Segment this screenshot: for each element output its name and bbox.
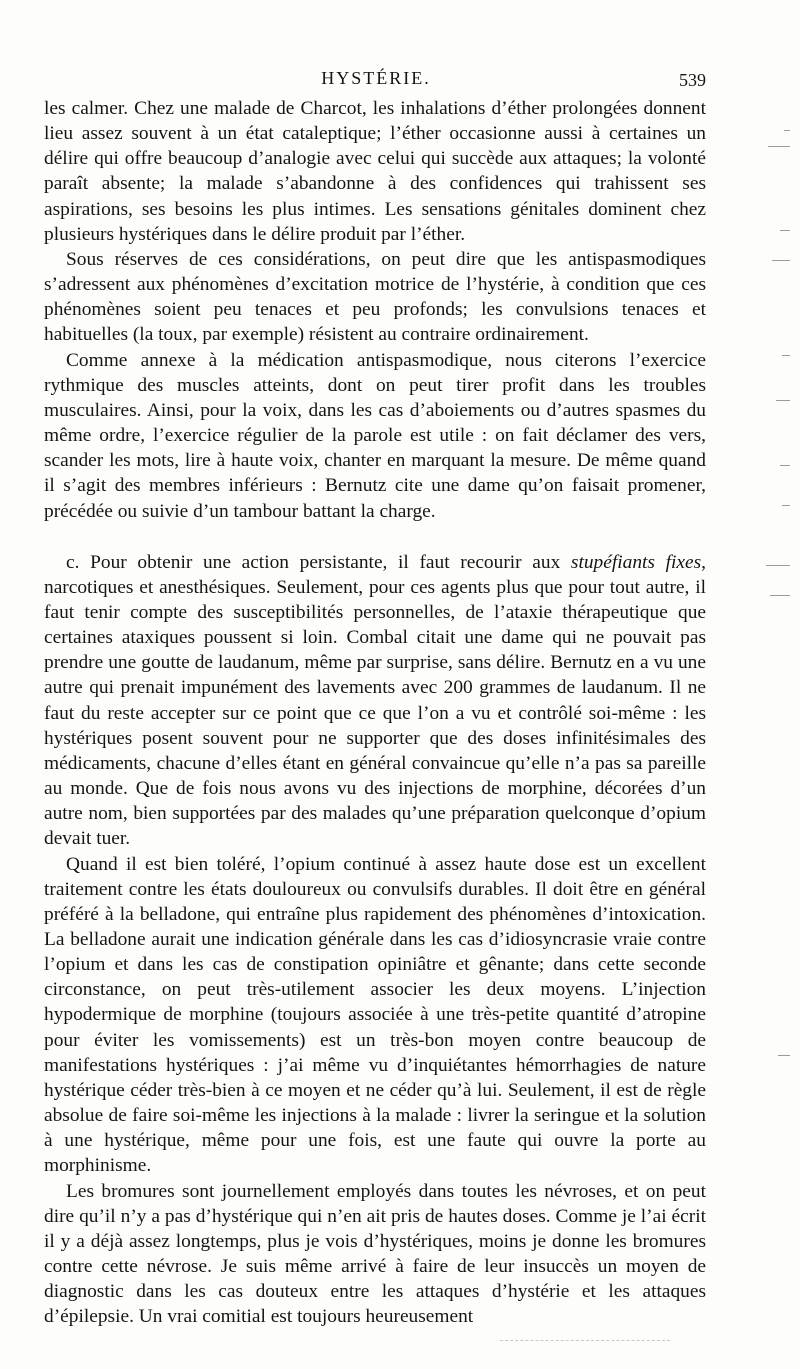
page-number: 539 <box>679 70 706 90</box>
paragraph-opium: Quand il est bien toléré, l’opium continué à assez haute dose est un excellent traitement contre les états douloureux ou convulsifs durables. Il doit être en général préféré à la belladone, qui entraîne plus rapidement des phénomènes d’intoxication. La belladone aurait une indication générale dans les cas d’idiosyncrasie vraie contre l’opium et dans les cas de constipation opiniâtre et gênante; dans cette seconde circonstance, on peut très-utilement associer les deux moyens. L’injection hypodermique de morphine (toujours associée à une très-petite quantité d’atropine pour éviter les vomissements) est un très-bon moyen contre beaucoup de manifestations hystériques : j’ai même vu d’inquiétantes hémorrhagies de nature hystérique céder très-bien à ce moyen et ne céder qu’à lui. Seulement, il est de règle absolue de faire soi-même les injections à la malade : livrer la seringue et la solution à une hystérique, même pour une fois, est une faute qui ouvre la porte au morphinisme. <box>44 853 706 1177</box>
section-c-lead: c. Pour obtenir une action persistante, il faut recourir aux <box>66 551 571 573</box>
running-head: HYSTÉRIE. <box>321 68 431 88</box>
paragraph-antispasmodiques: Sous réserves de ces considérations, on peut dire que les antispasmodiques s’adressent aux phénomènes d’excitation motrice de l’hystérie, à condition que ces phénomènes soient peu tenaces et peu profonds; les convulsions tenaces et habituelles (la toux, par exemple) résistent au contraire ordinairement. <box>44 248 706 346</box>
margin-mark <box>768 146 790 147</box>
paragraph-bromures: Les bromures sont journellement employés dans toutes les névroses, et on peut dire qu’il n’y a pas d’hystérique qui n’en ait pris de hautes doses. Comme je l’ai écrit il y a déjà assez longtemps, plus je vois d’hystériques, moins je donne les bromures contre cette névrose. Je suis même arrivé à faire de leur insuccès un moyen de diagnostic dans les cas douteux entre les attaques d’hystérie et les attaques d’épilepsie. Un vrai comitial est toujours heureusement <box>44 1180 706 1328</box>
margin-marks <box>750 110 790 1210</box>
margin-mark <box>778 1055 790 1056</box>
margin-mark <box>782 505 790 506</box>
page-header <box>44 66 708 96</box>
paragraph-exercice-rythmique: Comme annexe à la médication antispasmodique, nous citerons l’exercice rythmique des muscles atteints, dont on peut tirer profit dans les troubles musculaires. Ainsi, pour la voix, dans les cas d’aboiements ou d’autres spasmes du même ordre, l’exercice régulier de la parole est utile : on fait déclamer des vers, scander les mots, lire à haute voix, chanter en marquant la mesure. De même quand il s’agit des membres inférieurs : Bernutz cite une dame qu’on faisait promener, précédée ou suivie d’un tambour battant la charge. <box>44 349 706 522</box>
margin-mark <box>766 565 790 566</box>
body-text <box>44 96 706 1330</box>
paragraph-ether: les calmer. Chez une malade de Charcot, les inhalations d’éther prolongées donnent lieu assez souvent à un état cataleptique; l’éther occasionne aussi à certaines un délire qui offre beaucoup d’analogie avec celui qui succède aux attaques; la volonté paraît absente; la malade s’abandonne à des confidences qui trahissent ses aspirations, ses besoins les plus intimes. Les sensations génitales dominent chez plusieurs hystériques dans le délire produit par l’éther. <box>44 98 706 245</box>
margin-mark <box>780 465 790 466</box>
margin-mark <box>780 230 790 231</box>
section-c-emphasis: stupéfiants fixes <box>570 551 702 573</box>
paragraph-stupefiants <box>44 550 706 852</box>
section-gap <box>44 524 706 550</box>
margin-mark <box>772 260 790 261</box>
margin-mark <box>776 400 790 401</box>
margin-mark <box>770 595 790 596</box>
margin-mark <box>782 355 790 356</box>
footer-rule <box>500 1340 670 1341</box>
section-c-text: , narcotiques et anesthésiques. Seulement, pour ces agents plus que pour tout autre, il faut tenir compte des susceptibilités personnelles, de l’ataxie thérapeutique que certaines ataxiques poussent si loin. Combal citait une dame qui ne pouvait pas prendre une goutte de laudanum, même par surprise, sans délire. Bernutz en a vu une autre qui prenait impunément des lavements avec 200 grammes de laudanum. Il ne faut du reste accepter sur ce point que ce que l’on a vu et contrôlé soi-même : les hystériques posent souvent pour ne supporter que des doses infinitésimales des médicaments, chacune d’elles étant en général convaincue qu’elle n’a pas sa pareille au monde. Que de fois nous avons vu des injections de morphine, décorées d’un autre nom, bien supportées par des malades qu’une préparation quelconque d’opium devait tuer. <box>44 551 706 850</box>
margin-mark <box>784 130 790 131</box>
